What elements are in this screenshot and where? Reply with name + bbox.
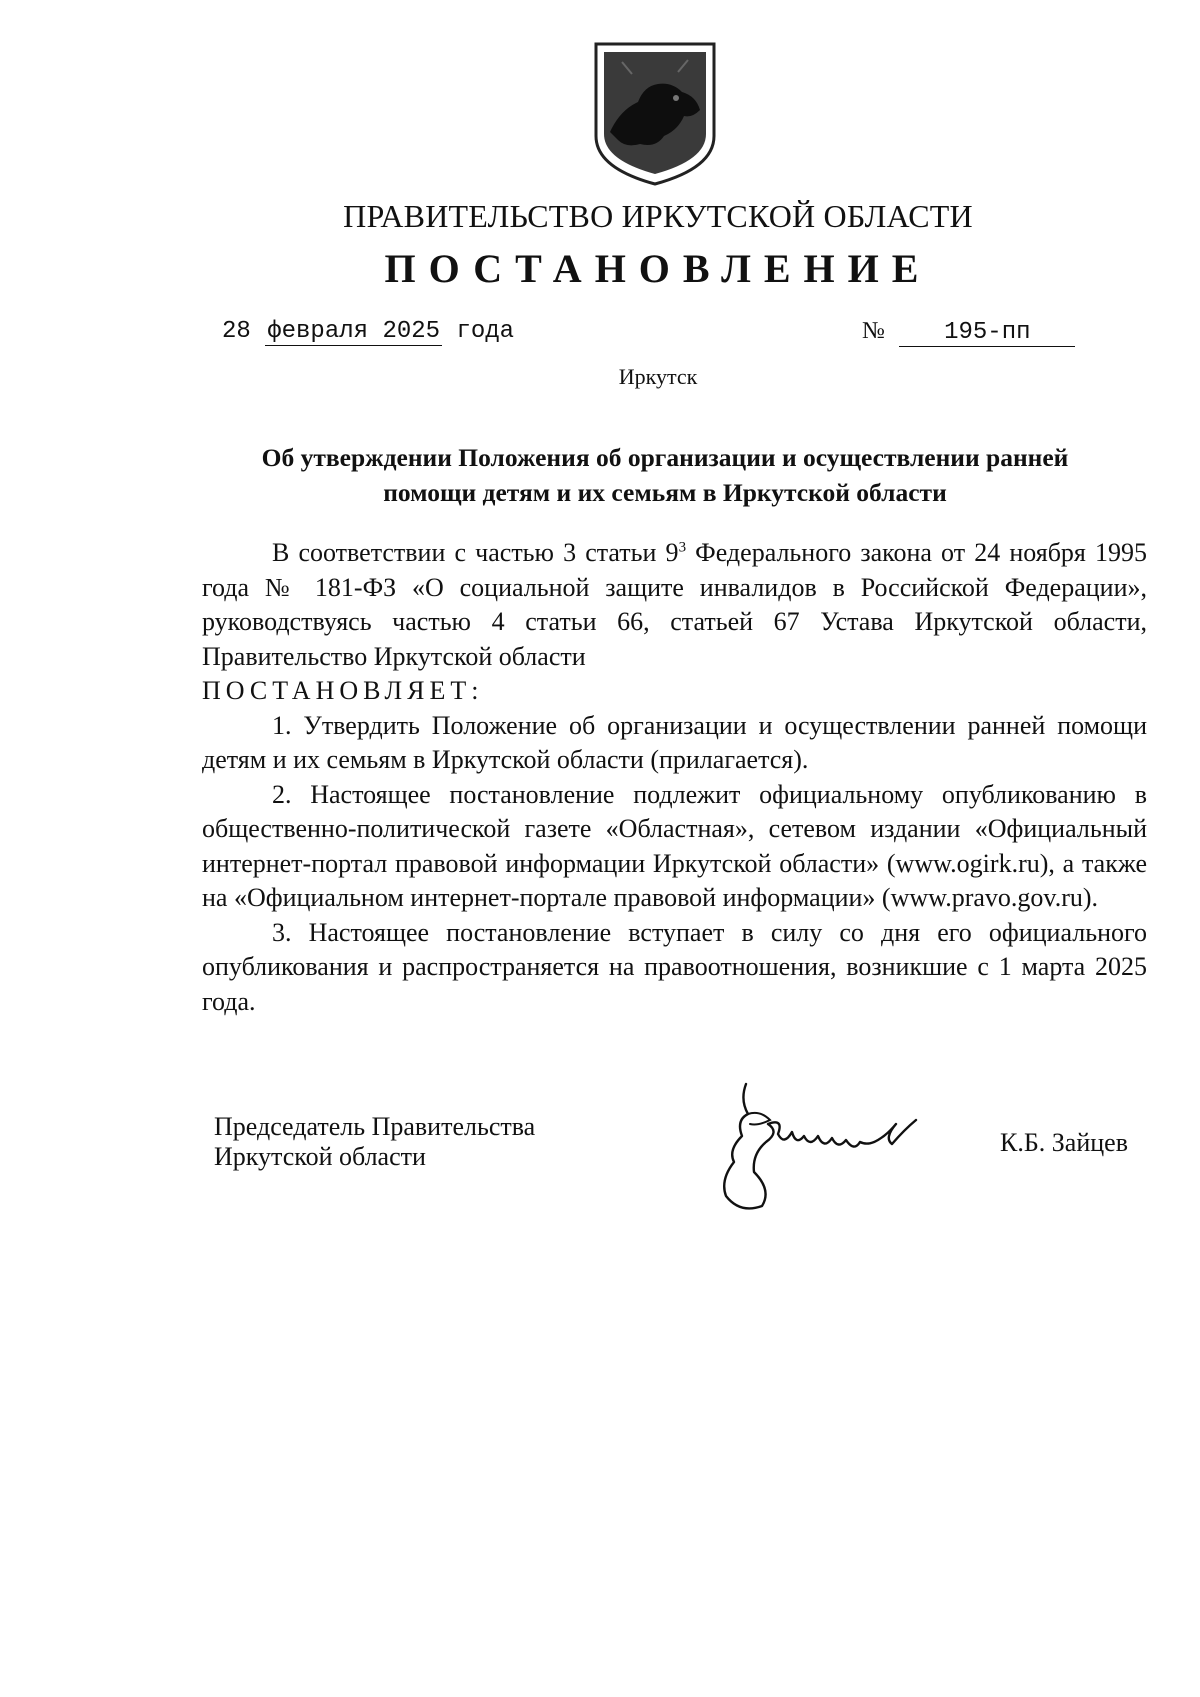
position-line-2: Иркутской области <box>214 1142 426 1171</box>
subject-line-2: помощи детям и их семьям в Иркутской области <box>383 478 947 507</box>
subject-line-1: Об утверждении Положения об организации и осуществлении ранней <box>261 443 1069 472</box>
document-type: ПОСТАНОВЛЕНИЕ <box>384 246 932 291</box>
preamble-text-end: Федерального закона от 24 ноября 1995 года № 181-ФЗ «О социальной защите инвалидов в Российской Федерации», руководствуясь частью 4 статьи 66, статьей 67 Устава Иркутской области, Правительство Иркутской области <box>202 538 1148 671</box>
document-city: Иркутск <box>618 364 698 389</box>
number-value: 195-пп <box>899 319 1075 347</box>
preamble-paragraph <box>202 536 1147 674</box>
document-subject <box>200 440 1130 510</box>
coat-of-arms-icon <box>592 40 718 188</box>
article-superscript: 3 <box>678 539 687 556</box>
number-sign: № <box>862 318 885 344</box>
date-day: 28 <box>222 318 251 345</box>
date-month-year: февраля 2025 <box>267 318 441 345</box>
item-2: 2. Настоящее постановление подлежит официальному опубликованию в общественно-политической газете «Областная», сетевом издании «Официальный интернет-портал правовой информации Иркутской области» (www.ogirk.ru), а также на «Официальном интернет-портале правовой информации» (www.pravo.gov.ru). <box>202 779 1147 912</box>
document-number <box>862 318 1075 347</box>
item-1: 1. Утвердить Положение об организации и осуществлении ранней помощи детям и их семьям в Иркутской области (прилагается). <box>202 710 1147 774</box>
date-suffix: года <box>456 318 515 345</box>
position-line-1: Председатель Правительства <box>214 1112 536 1141</box>
document-date <box>222 318 514 346</box>
signatory-position <box>214 1112 535 1172</box>
item-3: 3. Настоящее постановление вступает в силу со дня его официального опубликования и распространяется на правоотношения, возникшие с 1 марта 2025 года. <box>202 917 1147 1016</box>
handwritten-signature-icon <box>708 1080 938 1216</box>
preamble-text-start: В соответствии с частью 3 статьи 9 <box>272 538 679 567</box>
signatory-name: К.Б. Зайцев <box>1000 1128 1128 1157</box>
government-title: ПРАВИТЕЛЬСТВО ИРКУТСКОЙ ОБЛАСТИ <box>343 198 973 234</box>
document-body <box>202 536 1147 1019</box>
decree-word: ПОСТАНОВЛЯЕТ: <box>202 676 484 705</box>
